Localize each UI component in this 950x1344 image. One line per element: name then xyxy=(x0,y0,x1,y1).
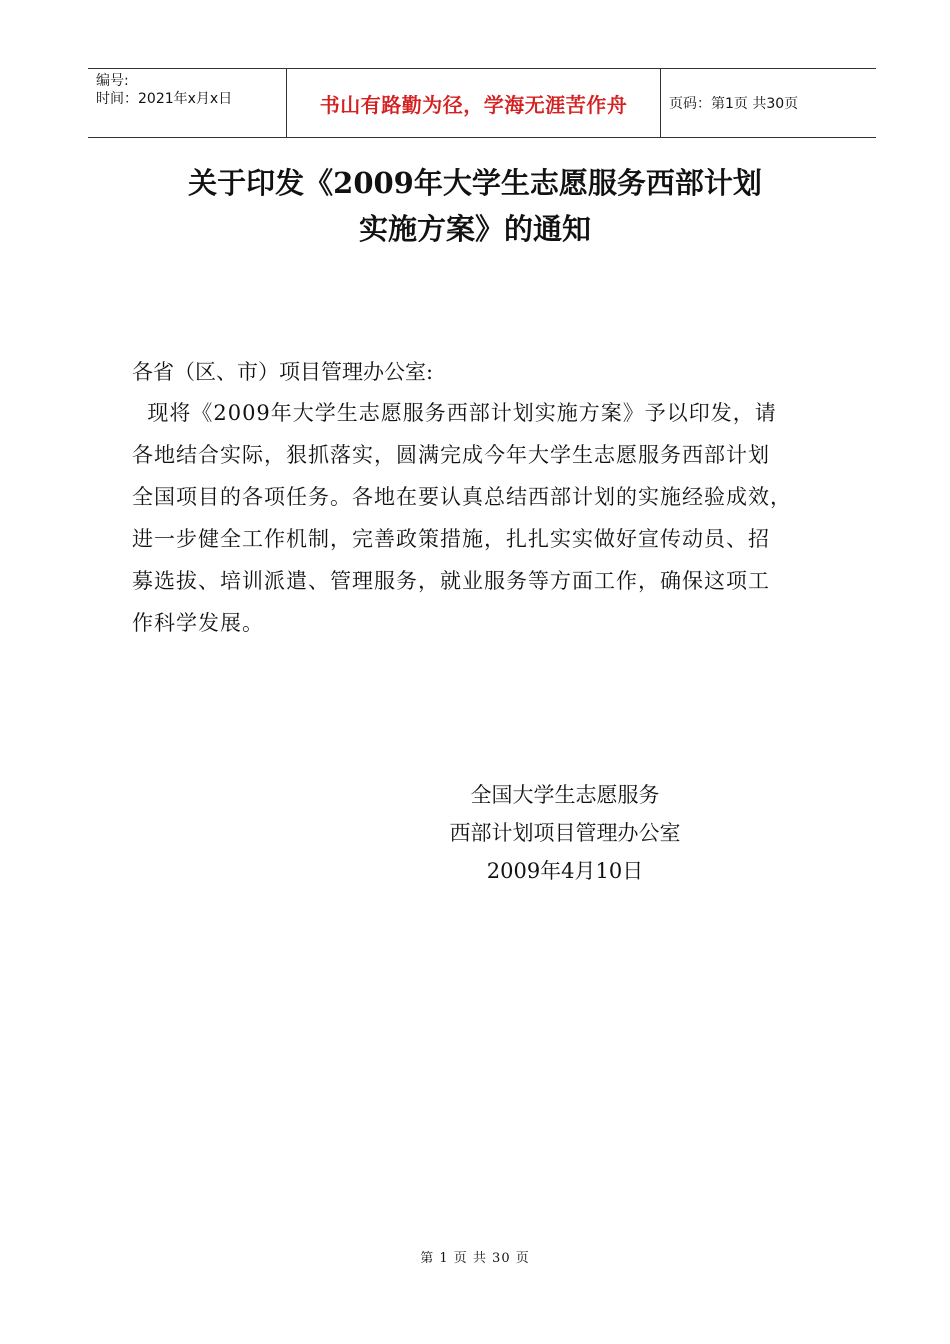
header-meta xyxy=(88,69,287,137)
body-line: 募选拔、培训派遣、管理服务，就业服务等方面工作，确保这项工 xyxy=(132,569,770,593)
signature-org-line-2: 西部计划项目管理办公室 xyxy=(449,821,681,845)
signature-org-line-1: 全国大学生志愿服务 xyxy=(470,783,660,807)
body-paragraph xyxy=(132,392,832,644)
body-line: 全国项目的各项任务。各地在要认真总结西部计划的实施经验成效， xyxy=(132,485,792,509)
document-number-label: 编号: xyxy=(96,73,129,89)
document-header xyxy=(88,68,876,138)
document-title xyxy=(0,160,950,252)
body-line: 现将《2009年大学生志愿服务西部计划实施方案》予以印发，请 xyxy=(132,401,777,425)
header-motto: 书山有路勤为径，学海无涯苦作舟 xyxy=(287,69,661,137)
body-line: 各地结合实际，狠抓落实，圆满完成今年大学生志愿服务西部计划 xyxy=(132,443,770,467)
title-line-1: 关于印发《2009年大学生志愿服务西部计划 xyxy=(188,166,762,200)
signature-block xyxy=(400,776,730,890)
salutation: 各省（区、市）项目管理办公室: xyxy=(132,360,434,384)
header-page-info: 页码：第1页 共30页 xyxy=(669,96,799,112)
page-footer: 第 1 页 共 30 页 xyxy=(420,1251,530,1266)
title-line-2: 实施方案》的通知 xyxy=(358,212,591,246)
signature-date: 2009年4月10日 xyxy=(486,859,644,883)
document-time-label: 时间：2021年x月x日 xyxy=(96,91,233,107)
body-line: 进一步健全工作机制，完善政策措施，扎扎实实做好宣传动员、招 xyxy=(132,527,770,551)
body-line: 作科学发展。 xyxy=(132,611,264,635)
